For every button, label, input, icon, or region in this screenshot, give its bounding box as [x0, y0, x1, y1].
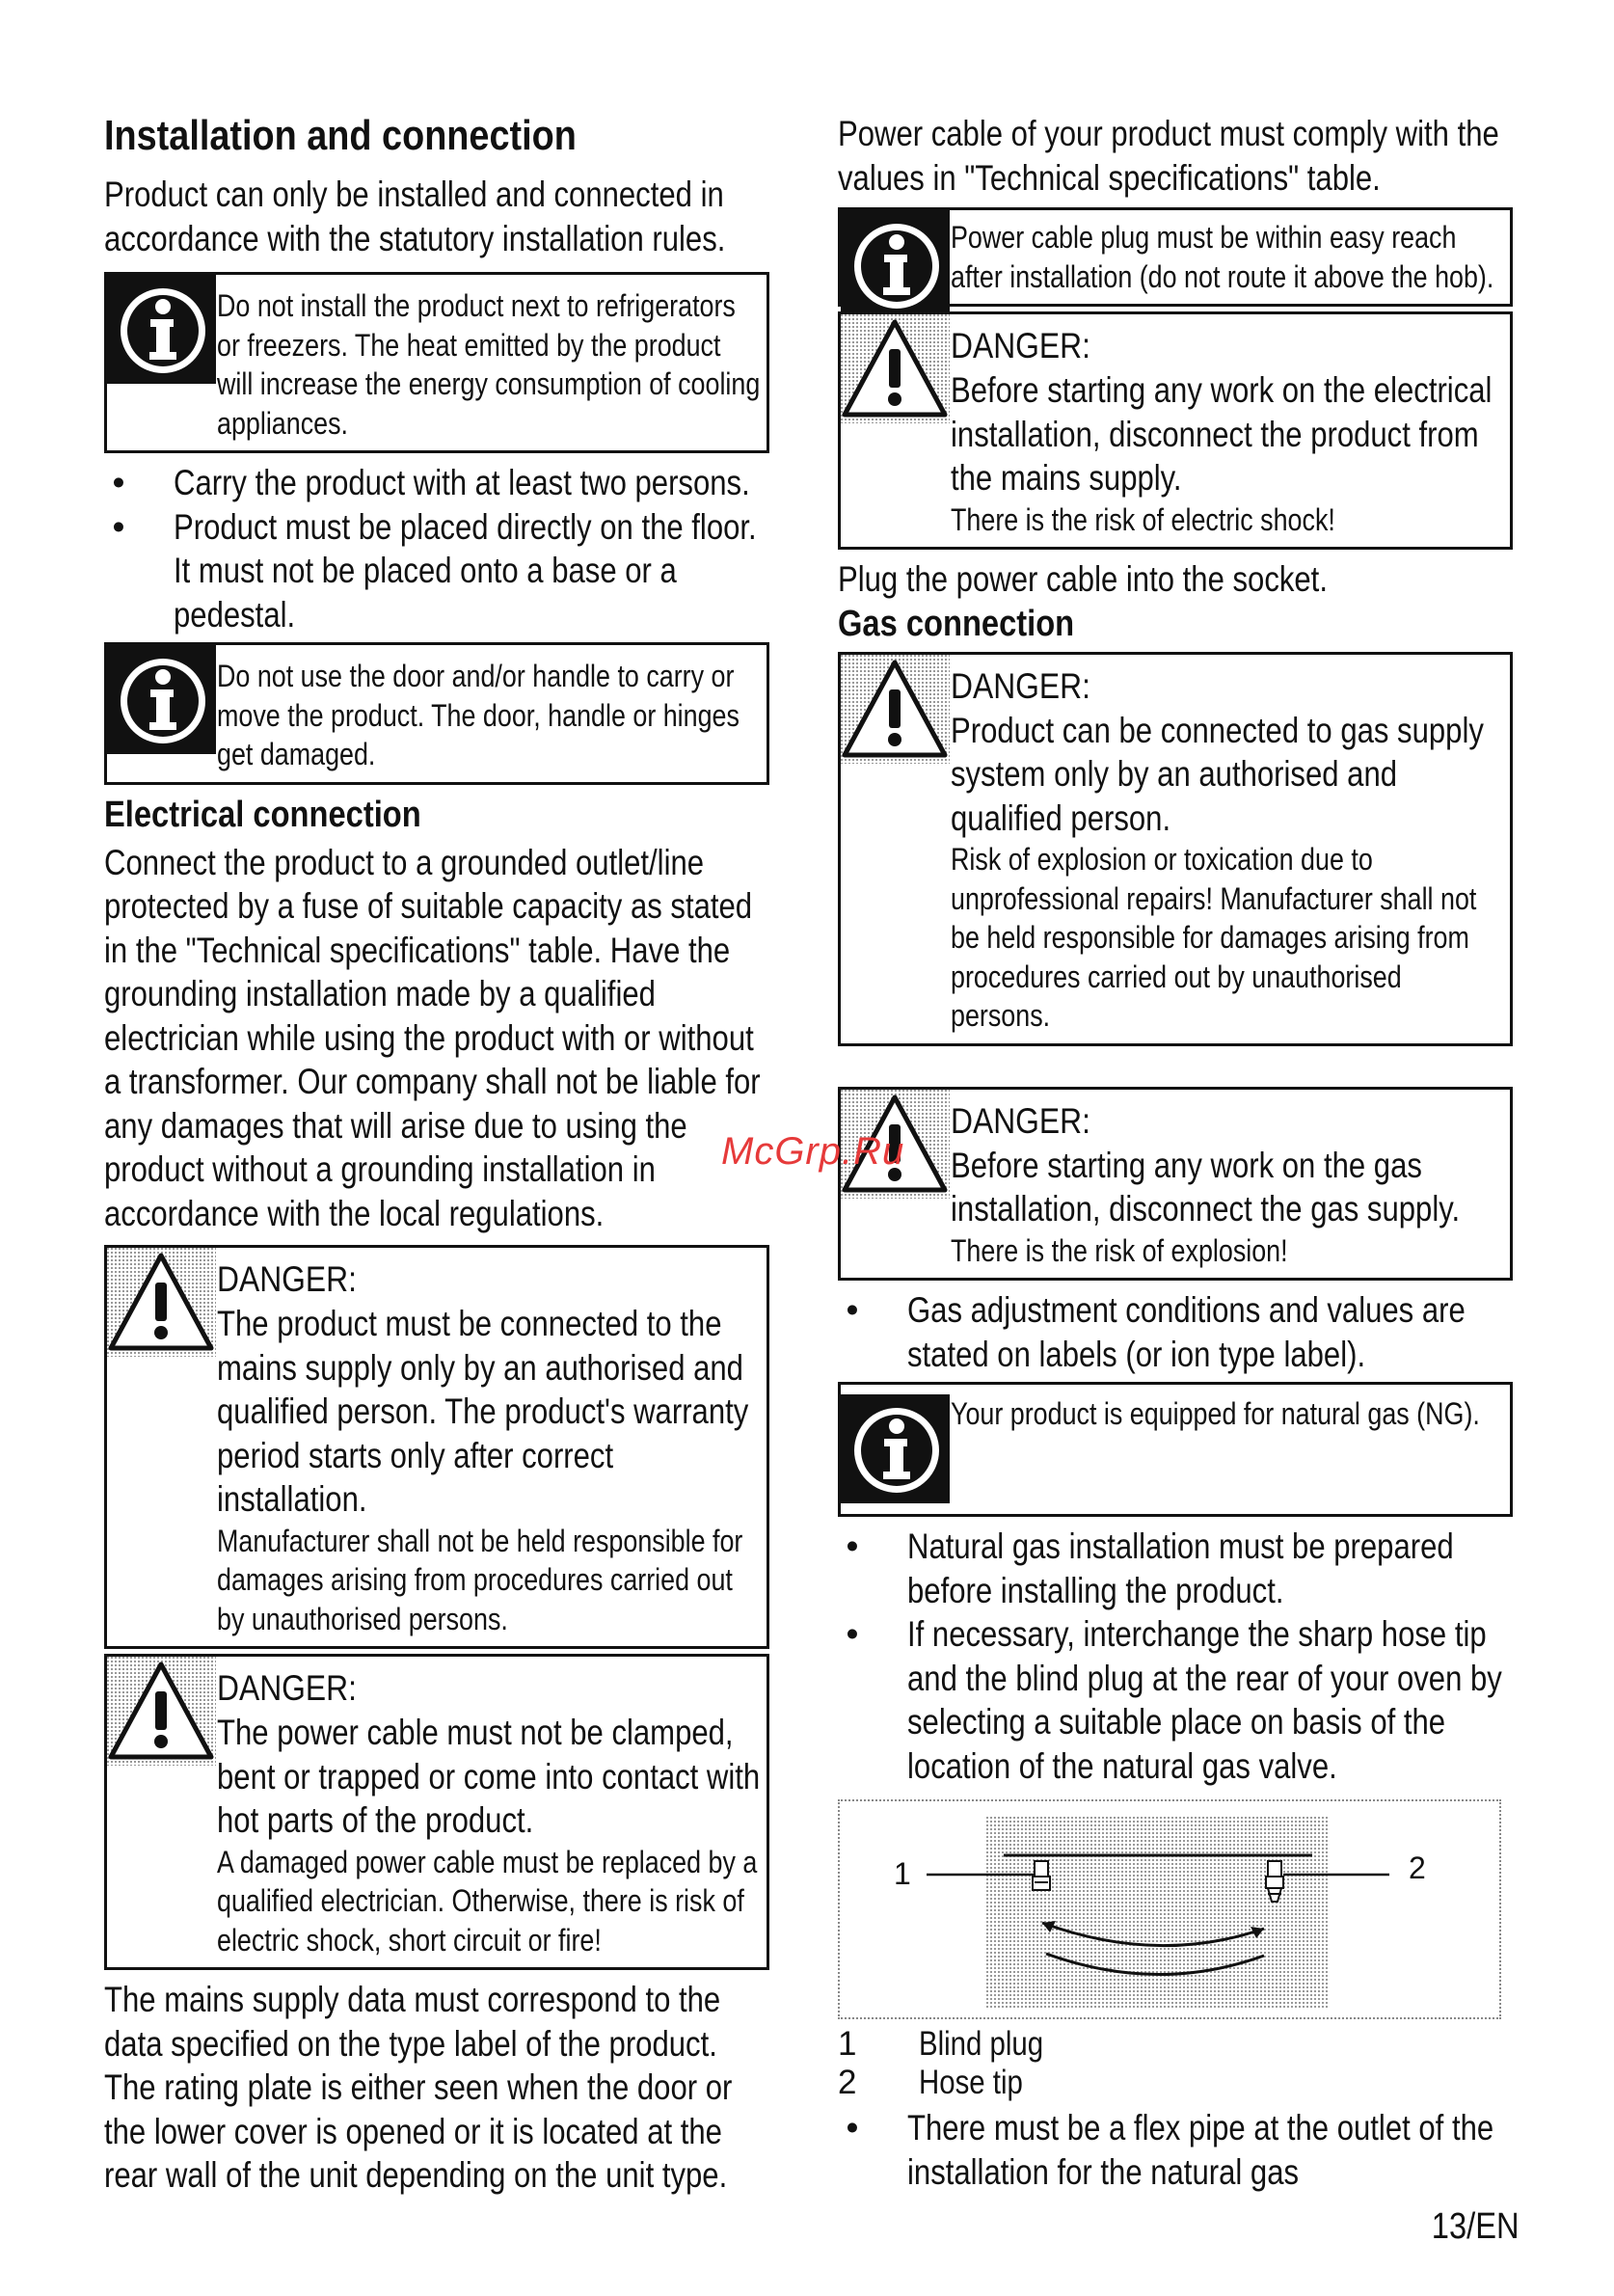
danger-box-authorised: [104, 1245, 769, 1649]
danger-body: Before starting any work on the gas installation, disconnect the gas supply.: [951, 1145, 1461, 1229]
diagram-legend: [838, 2025, 1513, 2102]
danger-small-text: A damaged power cable must be replaced by a qualified electrician. Otherwise, there is risk of electric shock, short circuit or fire!: [217, 1844, 758, 1958]
electrical-connection-heading: Electrical connection: [104, 794, 421, 835]
info-icon: [841, 210, 950, 319]
blind-plug-icon: [1033, 1861, 1050, 1890]
danger-body: Before starting any work on the electrical installation, disconnect the product from the mains supply.: [951, 370, 1493, 498]
danger-box-gas-supply: [838, 652, 1513, 1046]
danger-title: DANGER:: [951, 1100, 1090, 1141]
danger-title: DANGER:: [217, 1259, 357, 1299]
plug-text: Plug the power cable into the socket.: [838, 559, 1328, 599]
list-item: • Gas adjustment conditions and values are stated on labels (or ion type label).: [838, 1288, 1513, 1376]
diagram-label-1: 1: [894, 1856, 911, 1891]
info-note-door: [104, 642, 769, 785]
bullet-icon: •: [846, 2108, 859, 2147]
warning-icon: [841, 655, 950, 764]
danger-small-text: There is the risk of explosion!: [951, 1232, 1288, 1268]
info-note-text: Your product is equipped for natural gas (NG).: [951, 1396, 1480, 1431]
danger-body: The power cable must not be clamped, bent or trapped or come into contact with hot parts of the product.: [217, 1713, 761, 1840]
danger-title: DANGER:: [951, 665, 1090, 706]
info-note-text: Do not install the product next to refrigerators or freezers. The heat emitted by the product will increase the energy consumption of cooling appliances.: [217, 288, 761, 441]
page-title: Installation and connection: [104, 112, 577, 159]
flex-pipe-bullet: [838, 2106, 1513, 2194]
gas-connection-diagram: [838, 1799, 1501, 2019]
info-note-natural-gas: [838, 1382, 1513, 1517]
danger-box-electrical: [838, 311, 1513, 550]
info-note-text: Do not use the door and/or handle to carry or move the product. The door, handle or hinges get damaged.: [217, 659, 740, 771]
list-item: • If necessary, interchange the sharp hose tip and the blind plug at the rear of your oven by selecting a suitable place on basis of the location of the natural gas valve.: [838, 1612, 1513, 1788]
bullet-icon: •: [846, 1614, 859, 1654]
list-item: • Carry the product with at least two persons.: [104, 461, 769, 505]
list-item: • There must be a flex pipe at the outlet of the installation for the natural gas: [838, 2106, 1513, 2194]
danger-small-text: Manufacturer shall not be held responsible for damages arising from procedures carried out by unauthorised persons.: [217, 1523, 743, 1636]
danger-title: DANGER:: [951, 326, 1090, 365]
danger-title: DANGER:: [217, 1668, 357, 1708]
danger-small-text: Risk of explosion or toxication due to unprofessional repairs! Manufacturer shall not be held responsible for damages arising from procedures carried out by unauthorised persons.: [951, 842, 1477, 1033]
page-number: 13/EN: [1432, 2206, 1520, 2247]
warning-icon: [841, 314, 950, 423]
danger-body: The product must be connected to the mains supply only by an authorised and qualified person. The product's warranty period starts only after correct installation.: [217, 1304, 749, 1519]
left-column: [104, 111, 769, 2198]
carry-bullets: [104, 461, 769, 636]
danger-box-power-cable: [104, 1654, 769, 1970]
diagram-label-2: 2: [1409, 1850, 1426, 1885]
warning-icon: [107, 1248, 216, 1357]
legend-row: 1 Blind plug: [838, 2025, 1044, 2063]
info-note-plug: [838, 207, 1513, 307]
power-cable-text: Power cable of your product must comply with the values in "Technical specifications" table.: [838, 114, 1499, 198]
list-item: • Natural gas installation must be prepared before installing the product.: [838, 1525, 1513, 1612]
warning-icon: [107, 1657, 216, 1766]
info-icon: [841, 1394, 950, 1503]
watermark: McGrp.Ru: [721, 1130, 905, 1173]
bullet-icon: •: [112, 463, 125, 502]
info-icon: [107, 275, 216, 384]
electrical-connection-text: Connect the product to a grounded outlet/line protected by a fuse of suitable capacity as stated in the "Technical specifications" table. Have the grounding installation made by a qualified electrician while using the product with or without a transformer. Our company shall not be liable for any damages that will arise due to using the product without a grounding installation in accordance with the local regulations.: [104, 842, 761, 1233]
info-note-text: Power cable plug must be within easy reach after installation (do not route it above the hob).: [951, 220, 1494, 294]
intro-paragraph: Product can only be installed and connected in accordance with the statutory installation rules.: [104, 175, 726, 258]
gas-connection-heading: Gas connection: [838, 603, 1075, 644]
bullet-icon: •: [846, 1290, 859, 1330]
bullet-icon: •: [846, 1526, 859, 1566]
info-note-refrigerators: [104, 272, 769, 453]
danger-small-text: There is the risk of electric shock!: [951, 501, 1335, 537]
bullet-icon: •: [112, 506, 125, 547]
info-icon: [107, 645, 216, 754]
mains-supply-text: The mains supply data must correspond to the data specified on the type label of the product. The rating plate is either seen when the door or the lower cover is opened or it is located at the rear wall of the unit depending on the unit type.: [104, 1980, 733, 2195]
legend-row: 2 Hose tip: [838, 2064, 1023, 2101]
oven-rear-diagram: [840, 1801, 1499, 2017]
danger-box-gas-installation: [838, 1087, 1513, 1282]
oven-rear-panel: [984, 1815, 1328, 2008]
list-item: • Product must be placed directly on the floor. It must not be placed onto a base or a pedestal.: [104, 505, 769, 637]
gas-adjust-bullets: [838, 1288, 1513, 1376]
danger-body: Product can be connected to gas supply system only by an authorised and qualified person.: [951, 710, 1484, 838]
right-column: [838, 112, 1513, 2194]
natural-gas-bullets: [838, 1525, 1513, 1788]
